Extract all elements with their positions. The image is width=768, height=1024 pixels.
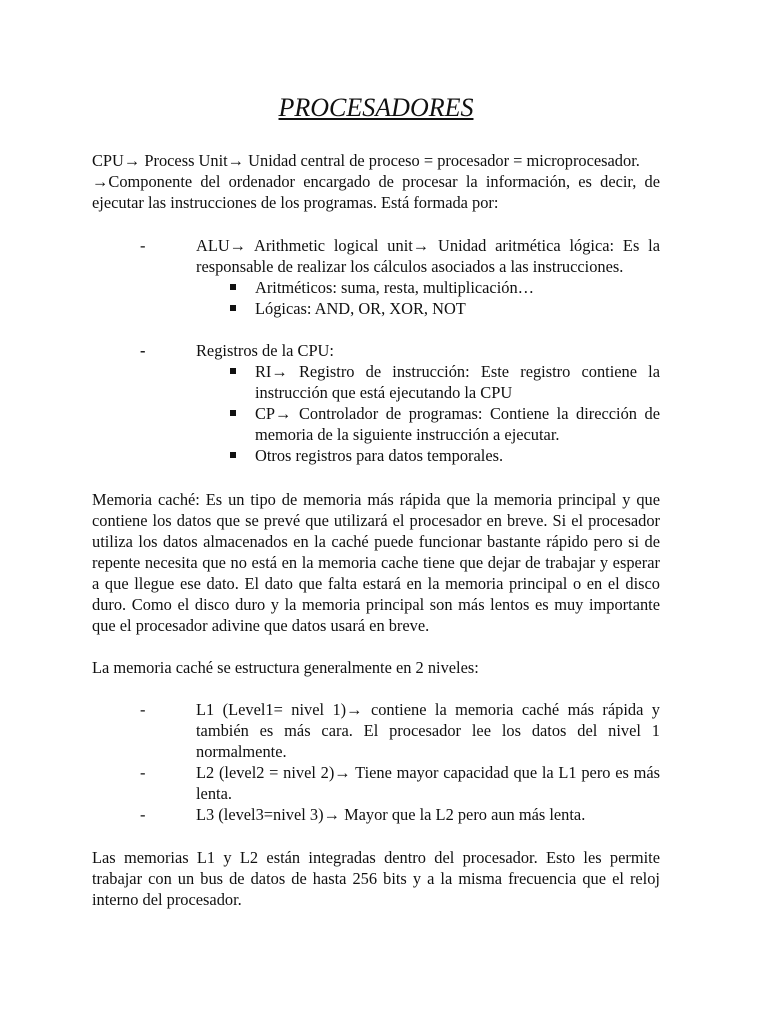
square-bullet-icon [230, 305, 236, 311]
document-page [92, 0, 660, 910]
square-bullet-icon [230, 368, 236, 374]
cpu-part-alu-text: ALU→ Arithmetic logical unit→ Unidad aritmética lógica: Es la responsable de realizar los cálculos asociados a las instrucciones. [196, 236, 660, 276]
sublist-item [196, 298, 660, 319]
cpu-parts-list [92, 235, 660, 466]
cache-paragraph: Memoria caché: Es un tipo de memoria más rápida que la memoria principal y que contiene los datos que se prevé que utilizará el procesador en breve. Si el procesador utiliza los datos almacenados en la caché puede funcionar bastante rápido pero si de repente necesita que no está en la memoria cache tiene que dejar de trabajar y esperar a que llegue ese dato. El dato que falta estará en la memoria principal o en el disco duro. Como el disco duro y la memoria principal son más lentos es muy importante que el procesador adivine que datos usará en breve. [92, 490, 660, 635]
sublist-item [196, 403, 660, 445]
square-bullet-icon [230, 452, 236, 458]
cache-level-item [92, 762, 660, 804]
sublist-item [196, 277, 660, 298]
cache-levels-intro: La memoria caché se estructura generalmente en 2 niveles: [92, 658, 479, 677]
alu-sublist [196, 277, 660, 319]
list-dash-marker: - [140, 700, 146, 719]
intro-description: →Componente del ordenador encargado de procesar la información, es decir, de ejecutar las instrucciones de los programas. Está formada por: [92, 172, 660, 212]
cache-levels-list [92, 699, 660, 825]
cache-level-text: L3 (level3=nivel 3)→ Mayor que la L2 pero aun más lenta. [196, 805, 586, 824]
cache-level-item [92, 699, 660, 762]
cache-level-text: L1 (Level1= nivel 1)→ contiene la memoria caché más rápida y también es más cara. El procesador lee los datos del nivel 1 normalmente. [196, 700, 660, 761]
sublist-item-text: CP→ Controlador de programas: Contiene la dirección de memoria de la siguiente instrucción a ejecutar. [255, 404, 660, 444]
list-dash-marker: - [140, 236, 146, 255]
square-bullet-icon [230, 410, 236, 416]
closing-paragraph: Las memorias L1 y L2 están integradas dentro del procesador. Esto les permite trabajar con un bus de datos de hasta 256 bits y a la misma frecuencia que el reloj interno del procesador. [92, 848, 660, 909]
cpu-part-registers [92, 340, 660, 466]
list-dash-marker: - [140, 763, 146, 782]
sublist-item [196, 445, 660, 466]
sublist-item-text: Aritméticos: suma, resta, multiplicación… [255, 278, 535, 297]
intro-definition: CPU→ Process Unit→ Unidad central de proceso = procesador = microprocesador. [92, 151, 640, 170]
sublist-item-text: RI→ Registro de instrucción: Este registro contiene la instrucción que está ejecutando la CPU [255, 362, 660, 402]
registers-sublist [196, 361, 660, 466]
sublist-item [196, 361, 660, 403]
list-dash-marker: - [140, 805, 146, 824]
page-title: PROCESADORES [278, 93, 474, 122]
square-bullet-icon [230, 284, 236, 290]
cpu-part-registers-text: Registros de la CPU: [196, 341, 334, 360]
cache-level-text: L2 (level2 = nivel 2)→ Tiene mayor capacidad que la L1 pero es más lenta. [196, 763, 660, 803]
list-dash-marker: - [140, 341, 146, 360]
intro-section [92, 150, 660, 213]
cache-level-item [92, 804, 660, 825]
cpu-part-alu [92, 235, 660, 319]
sublist-item-text: Lógicas: AND, OR, XOR, NOT [255, 299, 466, 318]
sublist-item-text: Otros registros para datos temporales. [255, 446, 504, 465]
